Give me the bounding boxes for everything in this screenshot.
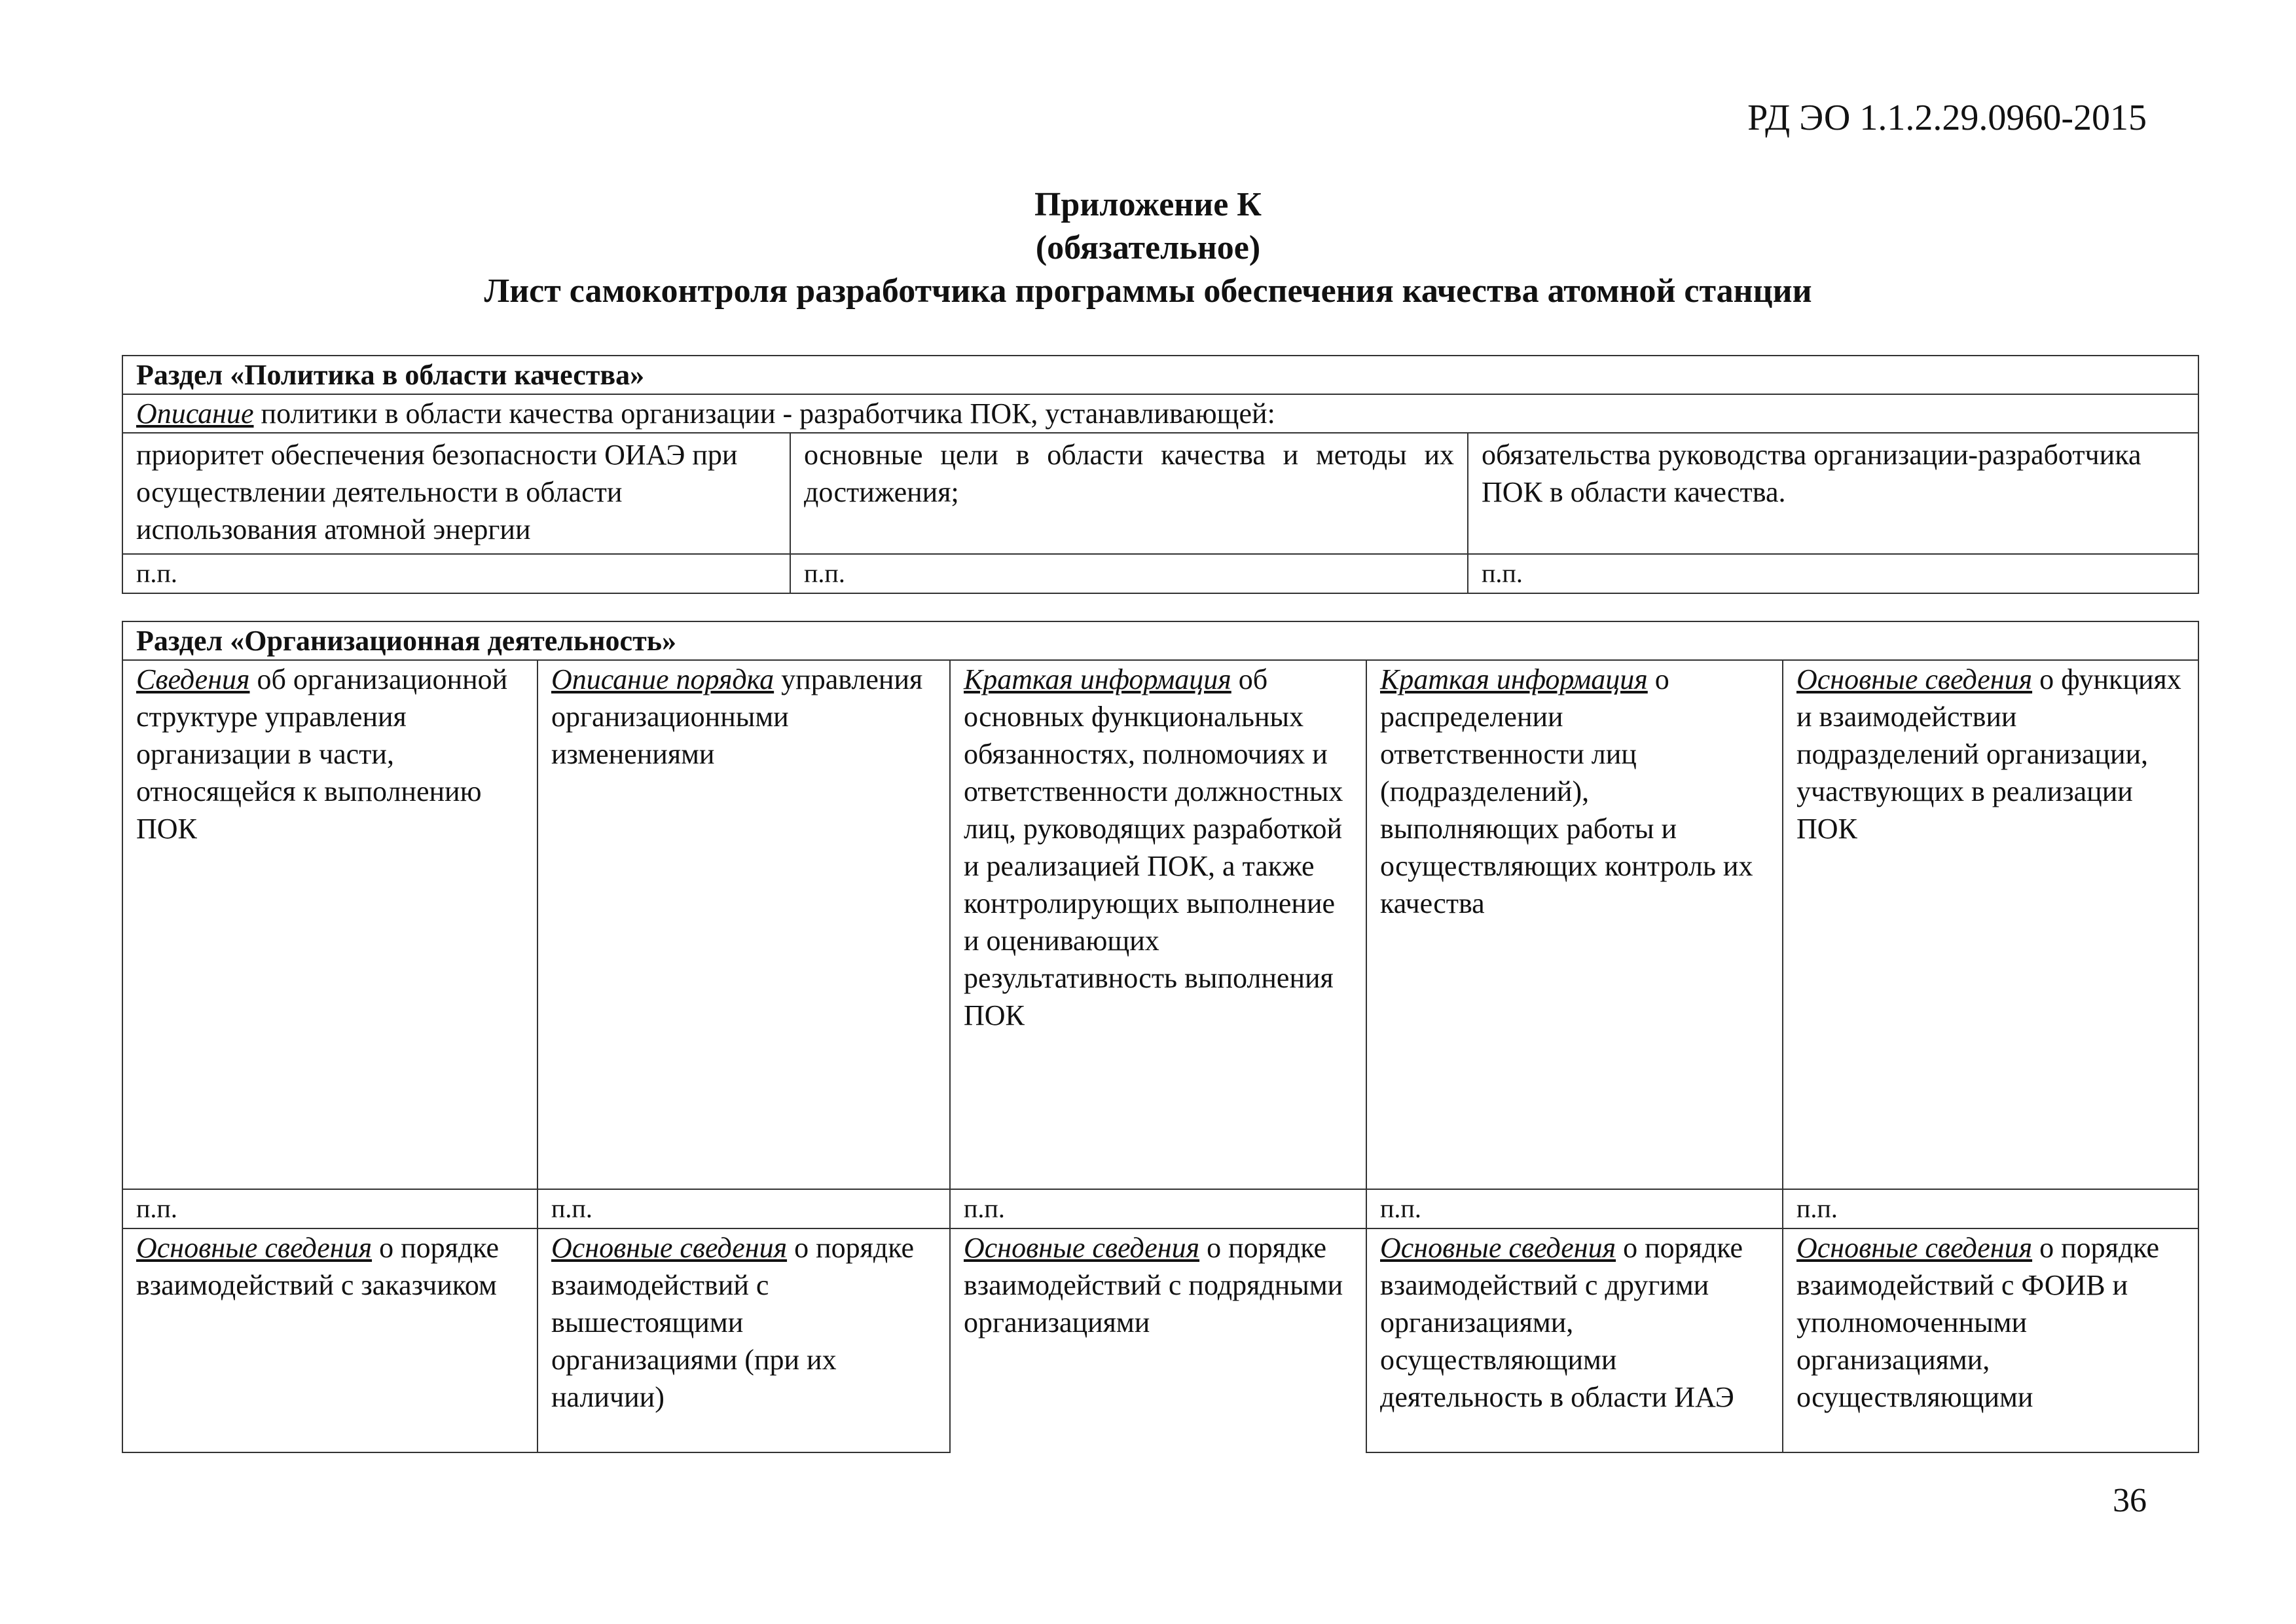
org-interaction-1-text: о порядке взаимодействий с заказчиком [136, 1232, 500, 1301]
org-section-heading: Раздел «Организационная деятельность» [122, 621, 2198, 660]
org-interaction-2 [538, 1228, 950, 1452]
org-interaction-5 [1783, 1228, 2198, 1452]
org-table [122, 621, 2199, 1453]
org-pp-1: п.п. [122, 1189, 538, 1228]
appendix-title: Приложение К [1034, 186, 1262, 223]
table-row [122, 660, 2198, 1189]
appendix-subject: Лист самоконтроля разработчика программы обеспечения качества атомной станции [484, 272, 1812, 310]
org-interaction-4-lead: Основные сведения [1380, 1232, 1616, 1264]
table-row [122, 1189, 2198, 1228]
org-cell-2-text: управления организационными изменениями [551, 663, 923, 770]
org-cell-1 [122, 660, 538, 1189]
org-interaction-2-lead: Основные сведения [551, 1232, 788, 1264]
org-cell-1-text: об организационной структуре управления организации в части, относящейся к выполнению ПОК [136, 663, 508, 845]
org-cell-2-lead: Описание порядка [551, 663, 774, 695]
org-interaction-4-text: о порядке взаимодействий с другими организациями, осуществляющими деятельность в области ИАЭ [1380, 1232, 1743, 1413]
table-row [122, 621, 2198, 660]
org-cell-3-lead: Краткая информация [964, 663, 1231, 695]
policy-item-3: обязательства руководства организации-разработчика ПОК в области качества. [1468, 433, 2198, 554]
org-interaction-3-text: о порядке взаимодействий с подрядными организациями [964, 1232, 1343, 1338]
policy-item-1: приоритет обеспечения безопасности ОИАЭ при осуществлении деятельности в области использования атомной энергии [122, 433, 790, 554]
org-interaction-5-text: о порядке взаимодействий с ФОИВ и уполномоченными организациями, осуществляющими [1796, 1232, 2160, 1413]
org-pp-2: п.п. [538, 1189, 950, 1228]
org-cell-4-lead: Краткая информация [1380, 663, 1648, 695]
org-cell-5-lead: Основные сведения [1796, 663, 2033, 695]
policy-description [122, 394, 2198, 433]
table-row [122, 433, 2198, 554]
table-row [122, 554, 2198, 593]
policy-pp-2: п.п. [790, 554, 1468, 593]
org-pp-3: п.п. [950, 1189, 1366, 1228]
org-pp-5: п.п. [1783, 1189, 2198, 1228]
org-pp-4: п.п. [1366, 1189, 1783, 1228]
policy-table [122, 355, 2199, 594]
org-cell-3 [950, 660, 1366, 1189]
org-cell-1-lead: Сведения [136, 663, 250, 695]
table-row [122, 394, 2198, 433]
page-number: 36 [2113, 1482, 2147, 1519]
title-block [0, 183, 2296, 313]
org-interaction-1 [122, 1228, 538, 1452]
org-cell-2 [538, 660, 950, 1189]
policy-description-rest: политики в области качества организации - разработчика ПОК, устанавливающей: [253, 397, 1275, 430]
document-code: РД ЭО 1.1.2.29.0960-2015 [1747, 98, 2147, 138]
table-row [122, 1228, 2198, 1452]
org-interaction-3 [950, 1228, 1366, 1452]
policy-description-lead: Описание [136, 397, 254, 430]
org-cell-5-text: о функциях и взаимодействии подразделений организации, участвующих в реализации ПОК [1796, 663, 2181, 845]
policy-item-2: основные цели в области качества и методы их достижения; [790, 433, 1468, 554]
org-cell-5 [1783, 660, 2198, 1189]
policy-pp-1: п.п. [122, 554, 790, 593]
org-interaction-4 [1366, 1228, 1783, 1452]
table-row [122, 356, 2198, 394]
org-interaction-3-lead: Основные сведения [964, 1232, 1200, 1264]
org-interaction-2-text: о порядке взаимодействий с вышестоящими организациями (при их наличии) [551, 1232, 915, 1413]
policy-section-heading: Раздел «Политика в области качества» [122, 356, 2198, 394]
org-cell-3-text: об основных функциональных обязанностях, полномочиях и ответственности должностных лиц, руководящих разработкой и реализацией ПОК, а также контролирующих выполнение и оценивающих результативность выполнения ПОК [964, 663, 1343, 1031]
org-interaction-5-lead: Основные сведения [1796, 1232, 2033, 1264]
org-interaction-1-lead: Основные сведения [136, 1232, 373, 1264]
appendix-status: (обязательное) [1035, 229, 1261, 267]
org-cell-4-text: о распределении ответственности лиц (подразделений), выполняющих работы и осуществляющих контроль их качества [1380, 663, 1753, 919]
org-cell-4 [1366, 660, 1783, 1189]
policy-pp-3: п.п. [1468, 554, 2198, 593]
